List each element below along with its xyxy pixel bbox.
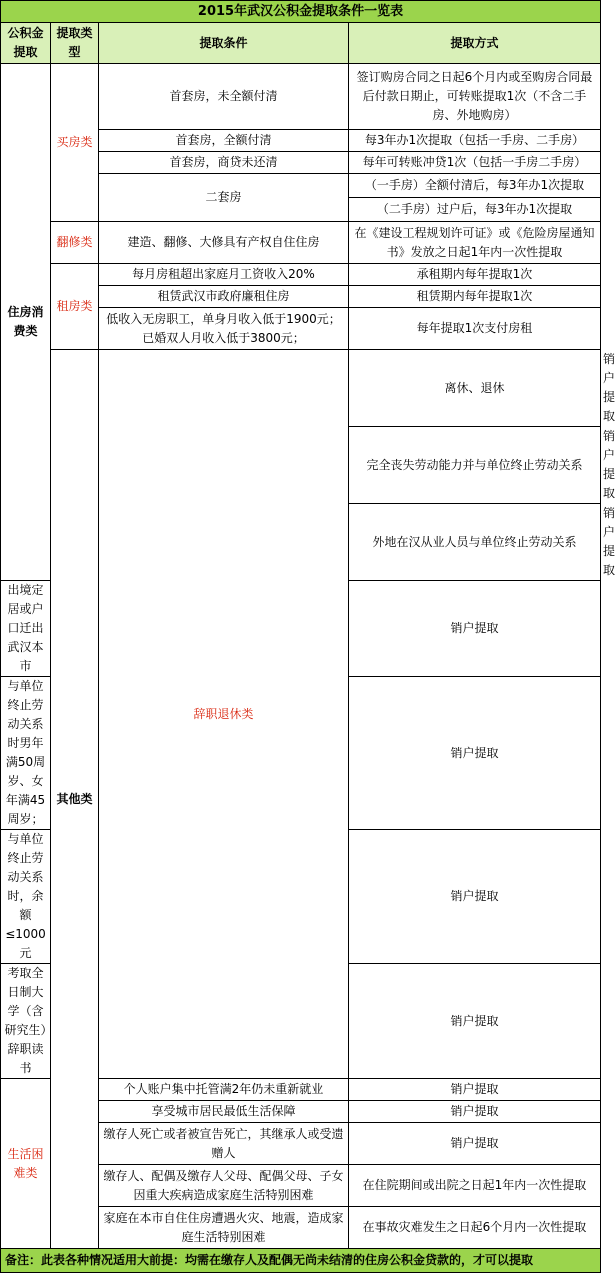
- header-col3: 提取条件: [99, 23, 349, 64]
- condition-cell: 享受城市居民最低生活保障: [99, 1101, 349, 1123]
- condition-cell: 离休、退休: [349, 350, 601, 427]
- condition-cell: 考取全日制大学（含研究生）辞职读书: [1, 964, 51, 1079]
- subcategory-resign: 辞职退休类: [99, 350, 349, 1079]
- method-cell: 承租期内每年提取1次: [349, 264, 601, 286]
- method-cell: 在住院期间或出院之日起1年内一次性提取: [349, 1165, 601, 1207]
- category-housing: 住房消费类: [1, 64, 51, 581]
- condition-cell: 首套房，商贷未还清: [99, 152, 349, 174]
- method-cell: 签订购房合同之日起6个月内或至购房合同最后付款日期止，可转账提取1次（不含二手房、外地购房）: [349, 64, 601, 130]
- method-cell: 销户提取: [349, 1123, 601, 1165]
- condition-cell: 外地在汉从业人员与单位终止劳动关系: [349, 504, 601, 581]
- header-col1: 公积金提取: [1, 23, 51, 64]
- header-col4: 提取方式: [349, 23, 601, 64]
- condition-cell: 与单位终止劳动关系时男年满50周岁、女年满45周岁；: [1, 677, 51, 830]
- condition-cell: 建造、翻修、大修具有产权自住住房: [99, 222, 349, 264]
- method-cell: 租赁期内每年提取1次: [349, 286, 601, 308]
- withdrawal-table: 2015年武汉公积金提取条件一览表 公积金提取 提取类型 提取条件 提取方式 住房消费类 买房类 首套房，未全额付清 签订购房合同之日起6个月内或至购房合同最后付款日期止，可转账提取1次（不含二手房、外地购房） 首套房，全额付清 每3年办1次提取（包括一手房、二手房） 首套房，商贷未还清 每年可转账冲贷1次（包括一手房二手房） 二套房 （一手房）全额付清后，每3年办1次提取 （二手房）过户后，每3年办1次提取 翻修类 建造、翻修、大修具有产权自住住房 在《建设工程规划许可证》或《危险房屋通知书》发放之日起1年内一次性提取 租房类 每月房租超出家庭月工资收入20% 承租期内每年提取1次 租赁武汉市政府廉租住房 租赁期内每年提取1次 低收入无房职工，单身月收入低于1900元；已婚双人月收入低于3800元； 每年提取1次支付房租 其他类 辞职退休类 离休、退休 销户提取 完全丧失劳动能力并与单位终止劳动关系 销户提取 外地在汉从业人员与单位终止劳动关系 销户提取 出境定居或户口迁出武汉本市 销户提取 与单位终止劳动关系时男年满50周岁、女年满45周岁； 销户提取 与单位终止劳动关系时，余额≤1000元 销户提取 考取全日制大学（含研究生）辞职读书 销户提取 生活困难类 个人账户集中托管满2年仍未重新就业 销户提取 享受城市居民最低生活保障 销户提取 缴存人死亡或者被宣告死亡，其继承人或受遗赠人 销户提取 缴存人、配偶及缴存人父母、配偶父母、子女因重大疾病造成家庭生活特别困难 在住院期间或出院之日起1年内一次性提取 家庭在本市自住住房遭遇火灾、地震，造成家庭生活特别困难 在事故灾难发生之日起6个月内一次性提取 备注：此表各种情况适用大前提：均需在缴存人及配偶无尚未结清的住房公积金贷款的，才可以提取: [0, 0, 601, 1273]
- method-cell: 销户提取: [349, 830, 601, 964]
- method-cell: （一手房）全额付清后，每3年办1次提取: [349, 174, 601, 198]
- subcategory-rent: 租房类: [51, 264, 99, 350]
- header-col2: 提取类型: [51, 23, 99, 64]
- condition-cell: 每月房租超出家庭月工资收入20%: [99, 264, 349, 286]
- subcategory-renovate: 翻修类: [51, 222, 99, 264]
- condition-cell: 低收入无房职工，单身月收入低于1900元；已婚双人月收入低于3800元；: [99, 308, 349, 350]
- condition-cell: 与单位终止劳动关系时，余额≤1000元: [1, 830, 51, 964]
- method-cell: 在事故灾难发生之日起6个月内一次性提取: [349, 1207, 601, 1249]
- method-cell: 销户提取: [349, 581, 601, 677]
- subcategory-hardship: 生活困难类: [1, 1079, 51, 1249]
- method-cell: （二手房）过户后，每3年办1次提取: [349, 198, 601, 222]
- method-cell: 销户提取: [349, 964, 601, 1079]
- condition-cell: 缴存人、配偶及缴存人父母、配偶父母、子女因重大疾病造成家庭生活特别困难: [99, 1165, 349, 1207]
- condition-cell: 首套房，全额付清: [99, 130, 349, 152]
- condition-cell: 首套房，未全额付清: [99, 64, 349, 130]
- condition-cell: 二套房: [99, 174, 349, 222]
- category-other: 其他类: [51, 350, 99, 1249]
- method-cell: 销户提取: [349, 1101, 601, 1123]
- condition-cell: 缴存人死亡或者被宣告死亡，其继承人或受遗赠人: [99, 1123, 349, 1165]
- condition-cell: 家庭在本市自住住房遭遇火灾、地震，造成家庭生活特别困难: [99, 1207, 349, 1249]
- subcategory-buy: 买房类: [51, 64, 99, 222]
- method-cell: 每年提取1次支付房租: [349, 308, 601, 350]
- condition-cell: 出境定居或户口迁出武汉本市: [1, 581, 51, 677]
- method-cell: 销户提取: [349, 677, 601, 830]
- condition-cell: 完全丧失劳动能力并与单位终止劳动关系: [349, 427, 601, 504]
- method-cell: 销户提取: [349, 1079, 601, 1101]
- method-cell: 在《建设工程规划许可证》或《危险房屋通知书》发放之日起1年内一次性提取: [349, 222, 601, 264]
- page-title: 2015年武汉公积金提取条件一览表: [1, 1, 601, 23]
- condition-cell: 个人账户集中托管满2年仍未重新就业: [99, 1079, 349, 1101]
- condition-cell: 租赁武汉市政府廉租住房: [99, 286, 349, 308]
- method-cell: 每年可转账冲贷1次（包括一手房二手房）: [349, 152, 601, 174]
- footnote: 备注：此表各种情况适用大前提：均需在缴存人及配偶无尚未结清的住房公积金贷款的，才可以提取: [1, 1249, 601, 1273]
- method-cell: 每3年办1次提取（包括一手房、二手房）: [349, 130, 601, 152]
